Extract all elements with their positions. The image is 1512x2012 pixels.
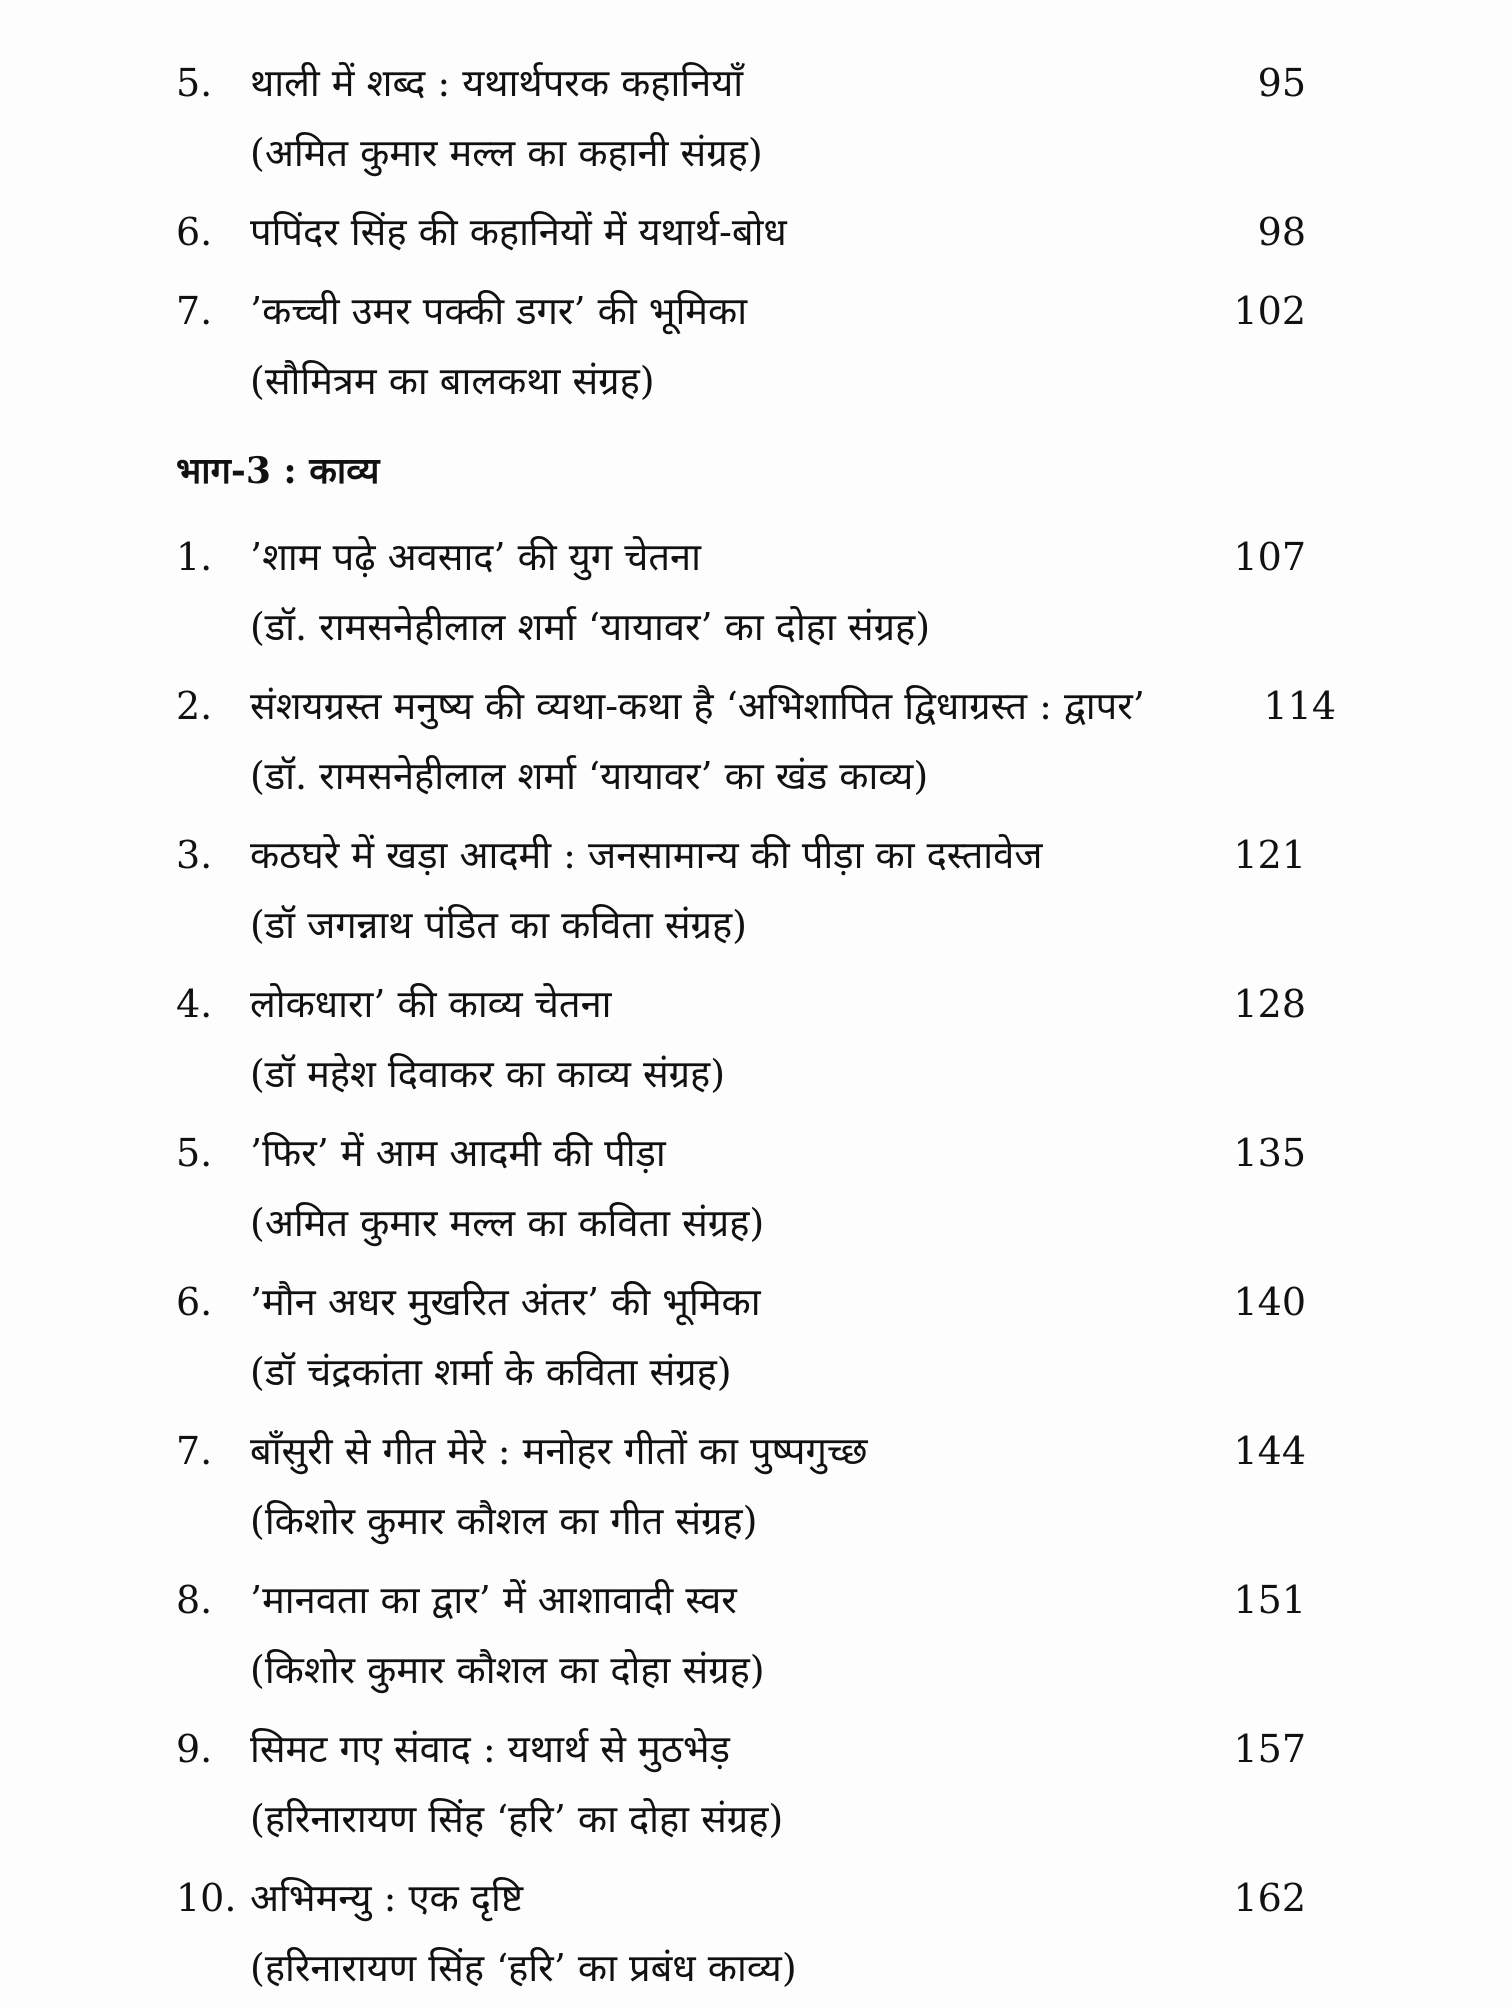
toc-entry xyxy=(176,1565,1336,1705)
entry-number: 9. xyxy=(176,1727,213,1771)
entry-title: लोकधारा’ की काव्य चेतना xyxy=(250,982,612,1026)
entry-subtitle: (डॉ. रामसनेहीलाल शर्मा ‘यायावर’ का खंड काव्य) xyxy=(250,754,929,798)
entry-number: 4. xyxy=(176,982,213,1026)
entry-number: 7. xyxy=(176,289,213,333)
toc-entry-line xyxy=(176,671,1336,741)
entry-subtitle: (डॉ महेश दिवाकर का काव्य संग्रह) xyxy=(250,1052,726,1096)
toc-entry xyxy=(176,671,1336,811)
entry-title: ’मानवता का द्वार’ में आशावादी स्वर xyxy=(250,1578,737,1622)
entry-title: संशयग्रस्त मनुष्य की व्यथा-कथा है ‘अभिशापित द्विधाग्रस्त : द्वापर’ xyxy=(250,684,1145,728)
entry-number: 10. xyxy=(176,1876,237,1920)
entry-subtitle: (किशोर कुमार कौशल का दोहा संग्रह) xyxy=(250,1648,765,1692)
toc-entry xyxy=(176,1267,1336,1407)
entry-page-number: 121 xyxy=(1233,833,1306,877)
entry-subtitle: (अमित कुमार मल्ल का कविता संग्रह) xyxy=(250,1201,765,1245)
entry-number: 8. xyxy=(176,1578,213,1622)
toc-entry-line xyxy=(176,1416,1336,1486)
entry-subtitle: (डॉ जगन्नाथ पंडित का कविता संग्रह) xyxy=(250,903,747,947)
toc-entry xyxy=(176,1416,1336,1556)
toc-entry-line xyxy=(176,1565,1336,1635)
entry-title: ’मौन अधर मुखरित अंतर’ की भूमिका xyxy=(250,1280,761,1324)
entry-subtitle: (सौमित्रम का बालकथा संग्रह) xyxy=(250,359,655,403)
toc-entry xyxy=(176,276,1336,416)
toc-entry xyxy=(176,48,1336,188)
entry-subtitle: (हरिनारायण सिंह ‘हरि’ का प्रबंध काव्य) xyxy=(250,1946,797,1990)
entry-subtitle: (अमित कुमार मल्ल का कहानी संग्रह) xyxy=(250,131,763,175)
toc-entry-line xyxy=(176,1267,1336,1337)
toc-entry xyxy=(176,522,1336,662)
entry-page-number: 140 xyxy=(1233,1280,1306,1324)
entry-page-number: 162 xyxy=(1233,1876,1306,1920)
entry-title: ’कच्ची उमर पक्की डगर’ की भूमिका xyxy=(250,289,748,333)
toc-entry xyxy=(176,820,1336,960)
toc-entry-line xyxy=(176,969,1336,1039)
section-heading: भाग-3 : काव्य xyxy=(176,450,380,492)
entry-title: थाली में शब्द : यथार्थपरक कहानियाँ xyxy=(250,61,744,105)
entry-page-number: 95 xyxy=(1257,61,1306,105)
entry-number: 2. xyxy=(176,684,213,728)
toc-entry-line xyxy=(176,1118,1336,1188)
toc-entry-line xyxy=(176,1863,1336,1933)
entry-page-number: 135 xyxy=(1233,1131,1306,1175)
entry-page-number: 128 xyxy=(1233,982,1306,1026)
entry-page-number: 157 xyxy=(1233,1727,1306,1771)
entry-title: पपिंदर सिंह की कहानियों में यथार्थ-बोध xyxy=(250,210,787,254)
entry-page-number: 151 xyxy=(1233,1578,1306,1622)
entry-number: 3. xyxy=(176,833,213,877)
entry-page-number: 107 xyxy=(1233,535,1306,579)
entry-subtitle: (हरिनारायण सिंह ‘हरि’ का दोहा संग्रह) xyxy=(250,1797,784,1841)
toc-entry xyxy=(176,1863,1336,2003)
entry-title: ’फिर’ में आम आदमी की पीड़ा xyxy=(250,1131,666,1175)
toc-entry-line xyxy=(176,48,1336,118)
toc-entry-line xyxy=(176,1714,1336,1784)
entry-page-number: 98 xyxy=(1257,210,1306,254)
entry-number: 5. xyxy=(176,61,213,105)
entry-title: ’शाम पढ़े अवसाद’ की युग चेतना xyxy=(250,535,701,579)
entry-page-number: 114 xyxy=(1263,684,1336,728)
entry-title: सिमट गए संवाद : यथार्थ से मुठभेड़ xyxy=(250,1727,730,1771)
entry-number: 7. xyxy=(176,1429,213,1473)
toc-entry xyxy=(176,969,1336,1109)
toc-entry-line xyxy=(176,820,1336,890)
entry-title: बाँसुरी से गीत मेरे : मनोहर गीतों का पुष्पगुच्छ xyxy=(250,1429,868,1473)
entry-page-number: 102 xyxy=(1233,289,1306,333)
entry-title: कठघरे में खड़ा आदमी : जनसामान्य की पीड़ा का दस्तावेज xyxy=(250,833,1043,877)
entry-number: 1. xyxy=(176,535,213,579)
toc-entry-line xyxy=(176,197,1336,267)
entry-number: 5. xyxy=(176,1131,213,1175)
entry-subtitle: (डॉ. रामसनेहीलाल शर्मा ‘यायावर’ का दोहा संग्रह) xyxy=(250,605,931,649)
toc-entry xyxy=(176,197,1336,267)
toc-entry xyxy=(176,1118,1336,1258)
entry-page-number: 144 xyxy=(1233,1429,1306,1473)
entry-subtitle: (किशोर कुमार कौशल का गीत संग्रह) xyxy=(250,1499,758,1543)
toc-entry xyxy=(176,1714,1336,1854)
entry-subtitle: (डॉ चंद्रकांता शर्मा के कविता संग्रह) xyxy=(250,1350,732,1394)
table-of-contents xyxy=(176,48,1336,2012)
toc-entry-line xyxy=(176,522,1336,592)
entry-number: 6. xyxy=(176,1280,213,1324)
entry-title: अभिमन्यु : एक दृष्टि xyxy=(250,1876,524,1920)
toc-entry-line xyxy=(176,276,1336,346)
entry-number: 6. xyxy=(176,210,213,254)
